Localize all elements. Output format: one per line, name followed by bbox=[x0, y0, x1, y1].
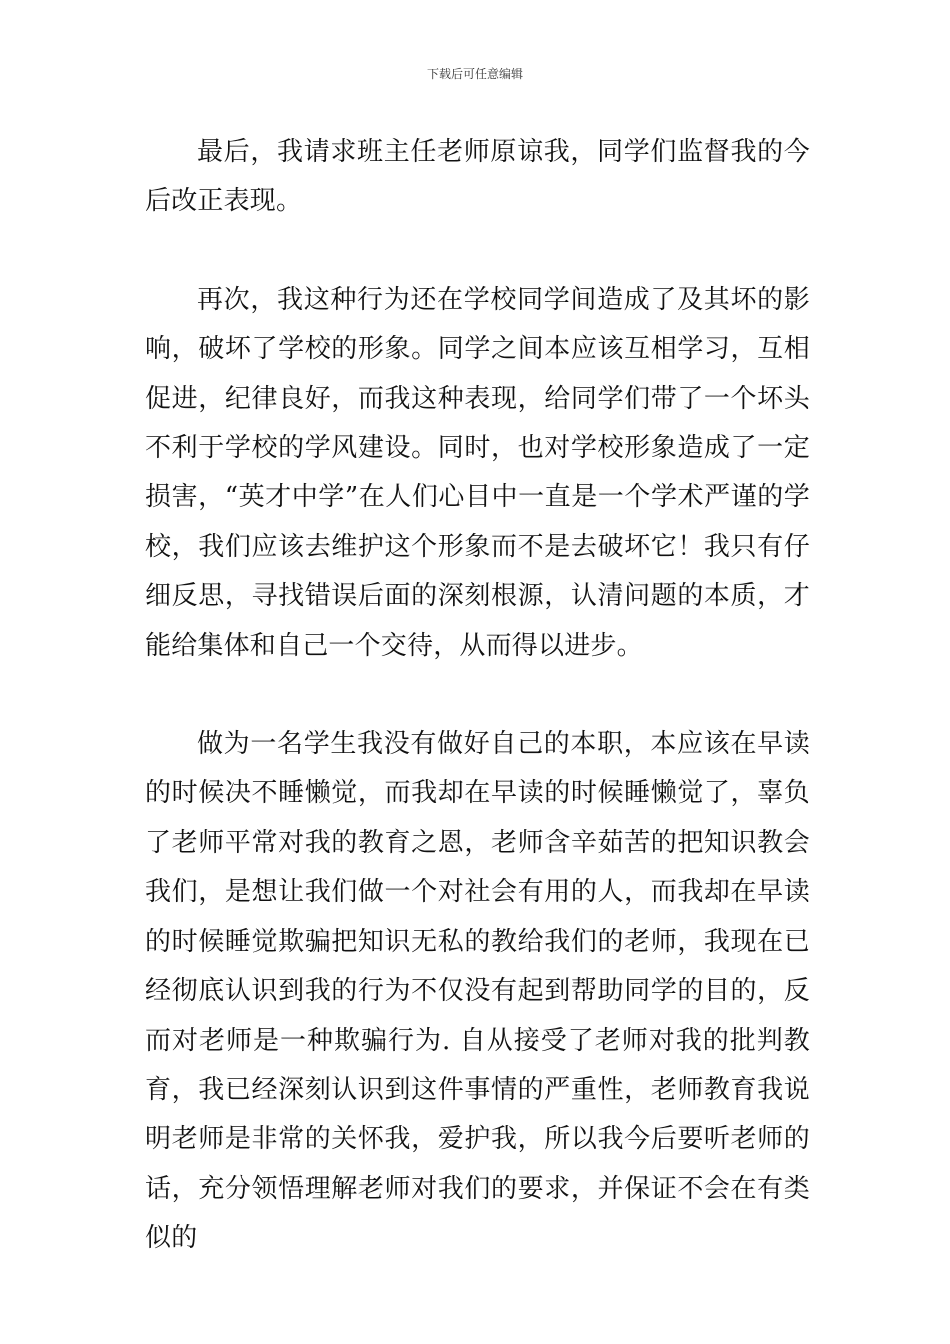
paragraph-closing-request: 最后，我请求班主任老师原谅我，同学们监督我的今后改正表现。 bbox=[145, 137, 810, 217]
page-header: 下载后可任意编辑 bbox=[426, 67, 523, 81]
paragraph-school-impact: 再次，我这种行为还在学校同学间造成了及其坏的影响，破坏了学校的形象。同学之间本应该互相学习，互相促进，纪律良好，而我这种表现，给同学们带了一个坏头不利于学校的学风建设。同时，也对学校形象造成了一定损害，“英才中学”在人们心目中一直是一个学术严谨的学校，我们应该去维护这个形象而不是去破坏它！我只有仔细反思，寻找错误后面的深刻根源，认清问题的本质，才能给集体和自己一个交待，从而得以进步。 bbox=[145, 284, 810, 661]
document-body bbox=[145, 128, 810, 1264]
paragraph-student-duty: 做为一名学生我没有做好自己的本职，本应该在早读的时候决不睡懒觉，而我却在早读的时候睡懒觉了，辜负了老师平常对我的教育之恩，老师含辛茹苦的把知识教会我们，是想让我们做一个对社会有用的人，而我却在早读的时候睡觉欺骗把知识无私的教给我们的老师，我现在已经彻底认识到我的行为不仅没有起到帮助同学的目的，反而对老师是一种欺骗行为. 自从接受了老师对我的批判教育，我已经深刻认识到这件事情的严重性，老师教育我说明老师是非常的关怀我，爱护我，所以我今后要听老师的话，充分领悟理解老师对我们的要求，并保证不会在有类似的 bbox=[145, 729, 810, 1254]
